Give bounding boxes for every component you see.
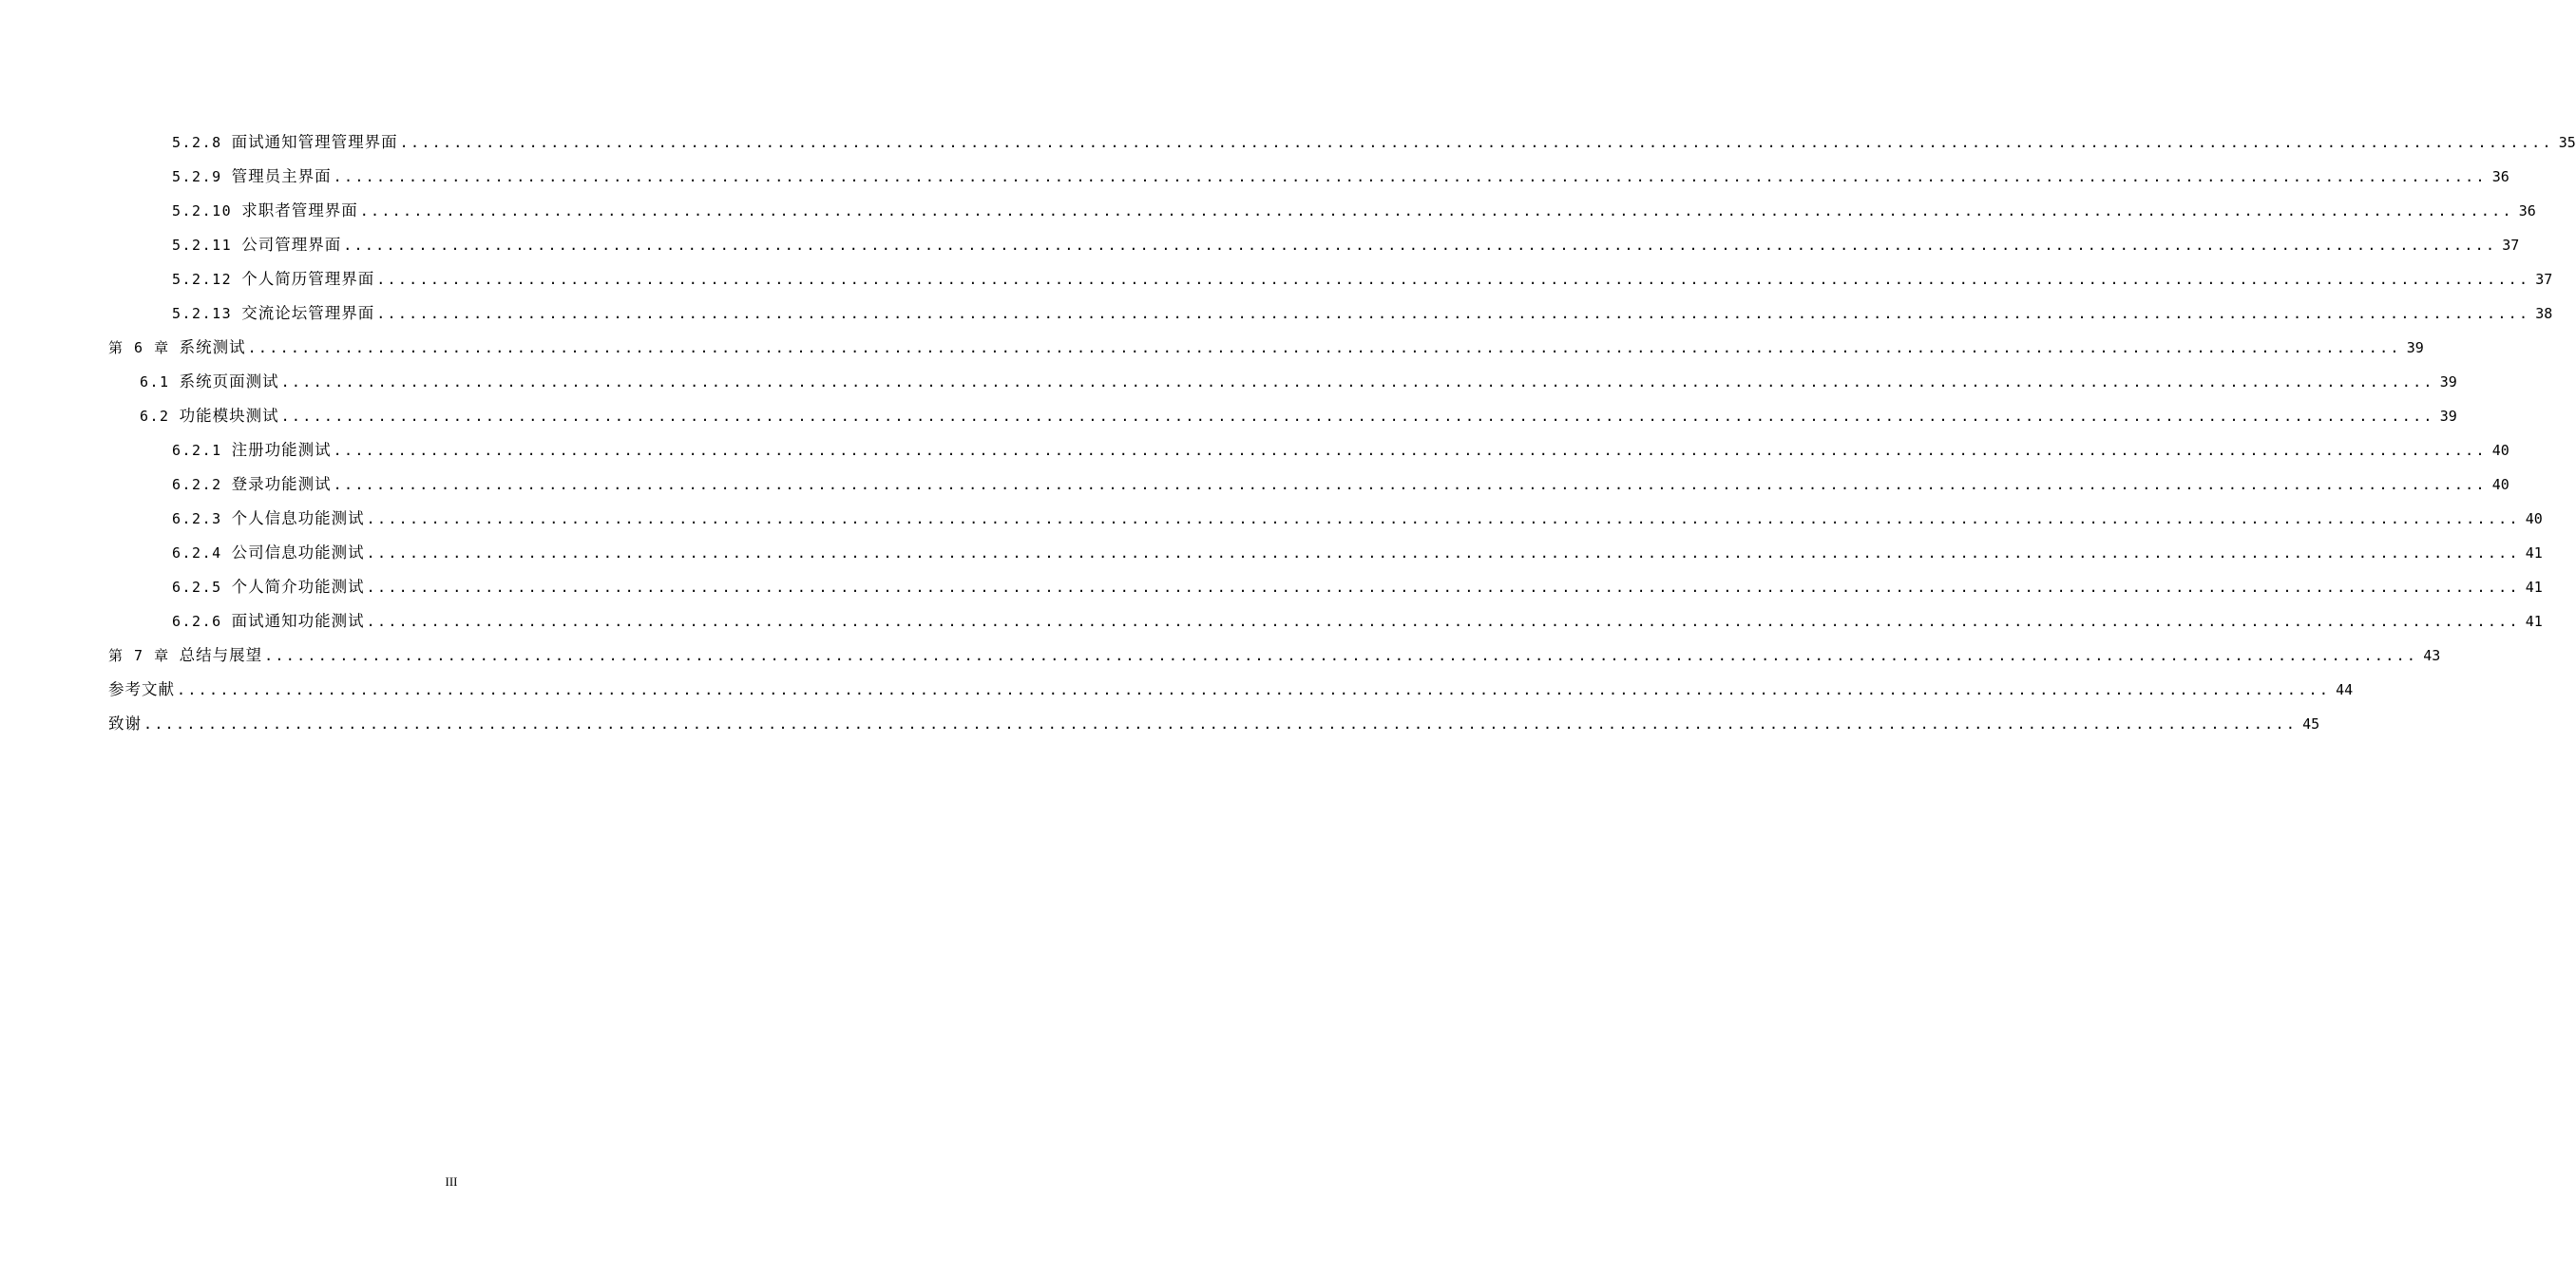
toc-dot-leader: ........................................................................................................................................................................................................: [280, 408, 2434, 425]
toc-entry-title: 系统测试: [179, 338, 246, 356]
toc-entry[interactable]: [108, 673, 2354, 707]
toc-entry-page: 37: [2502, 237, 2520, 254]
toc-entry[interactable]: [172, 604, 2543, 638]
toc-entry-text: [140, 365, 279, 399]
toc-dot-leader: ........................................................................................................................................................................................................: [366, 613, 2520, 630]
toc-entry[interactable]: [172, 502, 2543, 536]
toc-entry-text: [172, 502, 365, 536]
toc-entry-number: 5.2.10: [172, 202, 233, 219]
toc-entry-number: 6.2.4: [172, 544, 222, 562]
toc-dot-leader: ........................................................................................................................................................................................................: [366, 510, 2520, 527]
toc-entry-page: 39: [2406, 339, 2424, 356]
toc-entry-number: 6.2.2: [172, 476, 222, 493]
toc-entry-title: 公司信息功能测试: [231, 543, 365, 562]
toc-dot-leader: ........................................................................................................................................................................................................: [264, 647, 2418, 664]
toc-entry-title: 面试通知管理管理界面: [231, 133, 398, 151]
toc-dot-leader: ........................................................................................................................................................................................................: [143, 715, 2298, 733]
toc-dot-leader: ........................................................................................................................................................................................................: [247, 339, 2401, 356]
toc-entry-number: 6.2.6: [172, 613, 222, 630]
toc-entry-page: 36: [2491, 168, 2509, 185]
toc-entry[interactable]: [140, 365, 2457, 399]
toc-entry-text: [172, 536, 365, 570]
toc-entry-text: [172, 160, 332, 194]
toc-entry-text: [108, 331, 246, 365]
toc-entry-number: 第 6 章: [108, 339, 170, 356]
toc-entry[interactable]: [172, 262, 2553, 296]
toc-entry[interactable]: [140, 399, 2457, 433]
toc-entry-text: [140, 399, 279, 433]
toc-entry-page: 35: [2558, 134, 2576, 151]
toc-entry-title: 交流论坛管理界面: [241, 304, 375, 322]
toc-entry-number: 5.2.9: [172, 168, 222, 185]
toc-entry[interactable]: [172, 467, 2509, 502]
toc-entry-number: 5.2.12: [172, 271, 233, 288]
toc-dot-leader: ........................................................................................................................................................................................................: [366, 579, 2520, 596]
toc-entry-title: 个人信息功能测试: [231, 509, 365, 527]
toc-entry-title: 管理员主界面: [231, 167, 332, 185]
toc-dot-leader: ........................................................................................................................................................................................................: [333, 168, 2487, 185]
toc-entry-page: 44: [2336, 681, 2354, 698]
toc-entry-page: 41: [2525, 613, 2543, 630]
toc-entry-page: 40: [2491, 442, 2509, 459]
toc-entry[interactable]: [172, 536, 2543, 570]
toc-entry[interactable]: [172, 160, 2509, 194]
toc-entry-text: [172, 467, 332, 502]
toc-entry-number: 5.2.8: [172, 134, 222, 151]
toc-entry-title: 求职者管理界面: [241, 201, 358, 219]
toc-entry-text: [108, 673, 175, 707]
toc-entry-number: 6.2: [140, 408, 170, 425]
toc-dot-leader: ........................................................................................................................................................................................................: [343, 237, 2497, 254]
toc-dot-leader: ........................................................................................................................................................................................................: [359, 202, 2513, 219]
page-number: III: [445, 1174, 458, 1189]
toc-entry-title: 注册功能测试: [231, 441, 332, 459]
toc-dot-leader: ........................................................................................................................................................................................................: [399, 134, 2553, 151]
toc-entry-title: 参考文献: [108, 680, 175, 698]
toc-entry-title: 个人简历管理界面: [241, 270, 375, 288]
toc-entry-text: [172, 262, 374, 296]
toc-entry-text: [172, 570, 365, 604]
toc-dot-leader: ........................................................................................................................................................................................................: [333, 442, 2487, 459]
toc-dot-leader: ........................................................................................................................................................................................................: [366, 544, 2520, 562]
toc-entry-text: [172, 296, 374, 331]
toc-entry-text: [172, 194, 358, 228]
toc-dot-leader: ........................................................................................................................................................................................................: [376, 305, 2530, 322]
toc-dot-leader: ........................................................................................................................................................................................................: [376, 271, 2530, 288]
toc-dot-leader: ........................................................................................................................................................................................................: [177, 681, 2331, 698]
toc-entry-number: 5.2.11: [172, 237, 233, 254]
toc-entry-page: 39: [2439, 373, 2457, 391]
toc-entry-title: 致谢: [108, 715, 142, 733]
toc-entry-number: 6.2.3: [172, 510, 222, 527]
toc-entry[interactable]: [172, 433, 2509, 467]
toc-entry-text: [172, 604, 365, 638]
toc-entry-page: 41: [2525, 579, 2543, 596]
toc-entry-title: 公司管理界面: [241, 236, 342, 254]
toc-entry[interactable]: [172, 570, 2543, 604]
toc-entry-page: 43: [2423, 647, 2441, 664]
toc-entry[interactable]: [108, 638, 2441, 673]
toc-entry-title: 功能模块测试: [179, 407, 279, 425]
toc-entry-page: 45: [2302, 715, 2320, 733]
toc-entry-text: [172, 125, 398, 160]
toc-entry-page: 39: [2439, 408, 2457, 425]
toc-entry-number: 6.1: [140, 373, 170, 391]
toc-entry-page: 36: [2518, 202, 2536, 219]
toc-entry-number: 第 7 章: [108, 647, 170, 664]
toc-entry[interactable]: [108, 707, 2320, 741]
toc-entry-page: 40: [2491, 476, 2509, 493]
toc-entry-text: [108, 638, 262, 673]
toc-entry-page: 40: [2525, 510, 2543, 527]
toc-entry[interactable]: [172, 228, 2520, 262]
toc-entry-title: 总结与展望: [179, 646, 263, 664]
toc-entry-number: 5.2.13: [172, 305, 233, 322]
toc-entry-text: [172, 433, 332, 467]
toc-entry-text: [172, 228, 341, 262]
toc-entry-page: 38: [2535, 305, 2553, 322]
toc-entry[interactable]: [172, 296, 2553, 331]
toc-entry[interactable]: [172, 125, 2576, 160]
toc-entry-number: 6.2.5: [172, 579, 222, 596]
toc-entry-page: 37: [2535, 271, 2553, 288]
toc-entry-number: 6.2.1: [172, 442, 222, 459]
table-of-contents: [0, 125, 2576, 741]
toc-entry-text: [108, 707, 142, 741]
toc-entry[interactable]: [172, 194, 2536, 228]
toc-dot-leader: ........................................................................................................................................................................................................: [280, 373, 2434, 391]
toc-entry-title: 登录功能测试: [231, 475, 332, 493]
toc-entry-title: 个人简介功能测试: [231, 578, 365, 596]
toc-dot-leader: ........................................................................................................................................................................................................: [333, 476, 2487, 493]
toc-entry-title: 面试通知功能测试: [231, 612, 365, 630]
toc-entry-page: 41: [2525, 544, 2543, 562]
toc-entry[interactable]: [108, 331, 2424, 365]
toc-entry-title: 系统页面测试: [179, 372, 279, 391]
